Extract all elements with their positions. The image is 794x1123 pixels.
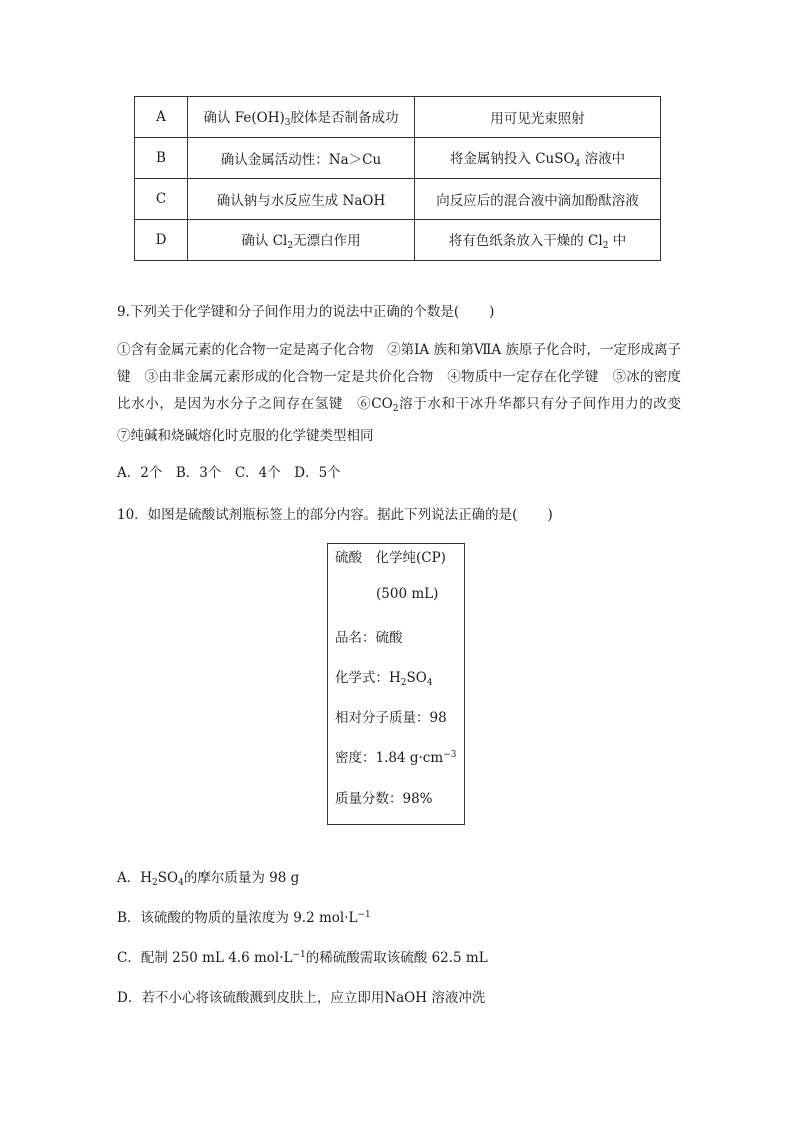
row-letter: B — [135, 138, 188, 179]
purpose-cell: 确认 $Cl_2$无漂白作用 — [188, 220, 415, 261]
label-molar-mass: 相对分子质量：98 — [335, 710, 447, 726]
question-10-option-d: D．若不小心将该硫酸溅到皮肤上，应立即用NaOH 溶液冲洗 — [117, 990, 486, 1006]
question-10-option-a: A．$H_2SO_4$的摩尔质量为 98 g — [117, 870, 300, 888]
question-9-body: ①含有金属元素的化合物一定是离子化合物 ②第ⅠA 族和第ⅦA 族原子化合时，一定形成离子键 ③由非金属元素形成的化合物一定是共价化合物 ④物质中一定存在化学键 ⑤冰的密度比水小，是因为水分子之间存在氢键 $⑥CO_2$溶于水和干冰升华都只有分子间作用力的改变 ⑦纯碱和烧碱熔化时克服的化学键类型相同 — [117, 342, 695, 444]
table-row — [135, 138, 661, 179]
purpose-cell: 确认金属活动性：Na＞Cu — [188, 138, 415, 179]
row-letter: C — [135, 179, 188, 220]
table-row — [135, 97, 661, 138]
purpose-cell: 确认钠与水反应生成 NaOH — [188, 179, 415, 220]
method-cell: 用可见光束照射 — [415, 97, 661, 138]
row-letter: A — [135, 97, 188, 138]
label-density: 密度：1.84 $g\cdot cm^{-3}$ — [335, 750, 457, 766]
table-row — [135, 179, 661, 220]
question-9-options: A．2个 B．3个 C．4个 D．5个 — [117, 465, 341, 481]
purpose-cell: 确认 $Fe(OH)_3$胶体是否制备成功 — [188, 97, 415, 138]
label-title: 硫酸 化学纯(CP) — [335, 550, 446, 566]
method-cell: 将金属钠投入 CuSO$_4$ 溶液中 — [415, 138, 661, 179]
label-name: 品名：硫酸 — [335, 630, 403, 646]
reagent-label — [327, 543, 465, 825]
question-10-stem: 10．如图是硫酸试剂瓶标签上的部分内容。据此下列说法正确的是( ) — [117, 507, 553, 523]
label-volume: (500 mL) — [376, 586, 439, 602]
options-table — [134, 96, 661, 261]
question-10-option-c: C．配制 250 mL 4.6 $mol\cdot L^{-1}$的稀硫酸需取该硫酸 62.5 mL — [117, 950, 488, 966]
question-9-stem: 9.下列关于化学键和分子间作用力的说法中正确的个数是( ) — [117, 304, 495, 320]
method-cell: 将有色纸条放入干燥的 $Cl_2$ 中 — [415, 220, 661, 261]
label-formula: 化学式：$H_2SO_4$ — [335, 670, 433, 688]
table-row — [135, 220, 661, 261]
row-letter: D — [135, 220, 188, 261]
label-mass-fraction: 质量分数：98% — [335, 791, 433, 807]
method-cell: 向反应后的混合液中滴加酚酞溶液 — [415, 179, 661, 220]
question-10-option-b: B．该硫酸的物质的量浓度为 9.2 $mol\cdot L^{-1}$ — [117, 910, 371, 926]
